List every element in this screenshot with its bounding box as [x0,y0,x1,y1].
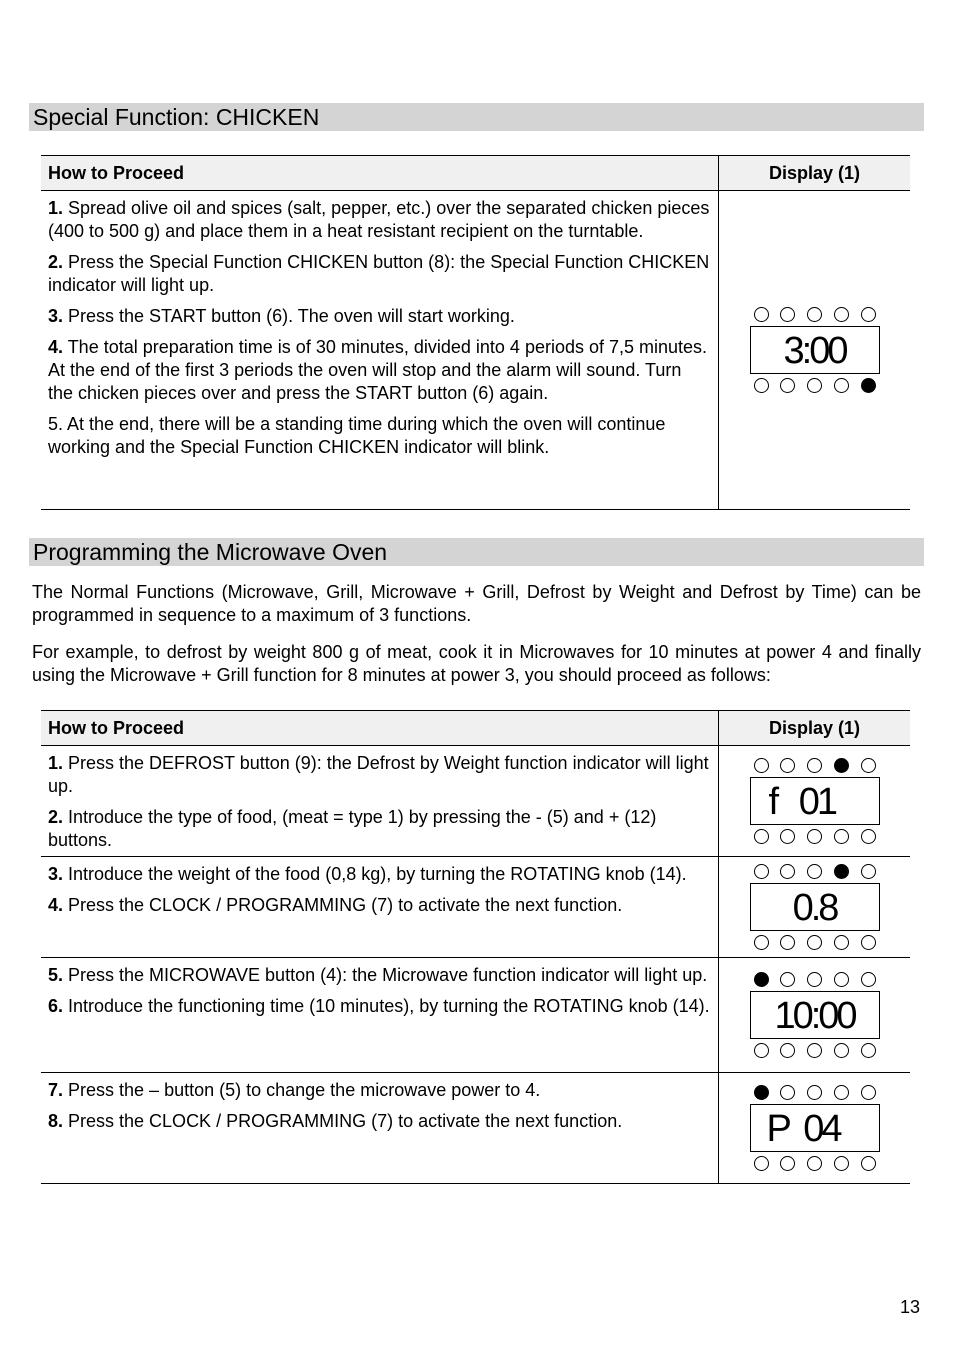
indicator-row-top [754,307,876,322]
step-number: 4. [48,895,64,915]
indicator-off-icon [780,758,795,773]
step-text: Press the MICROWAVE button (4): the Microwave function indicator will light up. [63,965,708,985]
step-number: 1. [48,198,64,218]
indicator-lit-icon [834,864,849,879]
indicator-off-icon [780,378,795,393]
step-text: The total preparation time is of 30 minutes, divided into 4 periods of 7,5 minutes. At the end of the first 3 periods the oven will stop and the alarm will sound. Turn the chicken pieces over and press the START button (6) again. [48,337,708,403]
step-text: Press the CLOCK / PROGRAMMING (7) to activate the next function. [63,895,623,915]
lcd-readout: P 04 [750,1104,880,1152]
step-item [48,995,711,1018]
step-item [48,964,711,987]
table-row [41,191,910,510]
step-item [48,1079,711,1102]
lcd-readout: 0.8 [750,883,880,931]
step-number: 4. [48,337,64,357]
indicator-off-icon [754,1043,769,1058]
step-item [48,894,711,917]
indicator-off-icon [861,935,876,950]
table-row [41,958,910,1073]
indicator-off-icon [780,1156,795,1171]
step-text: Introduce the weight of the food (0,8 kg), by turning the ROTATING knob (14). [63,864,687,884]
step-text: Press the – button (5) to change the microwave power to 4. [63,1080,541,1100]
step-number: 6. [48,996,64,1016]
indicator-off-icon [754,378,769,393]
step-text: Press the START button (6). The oven will start working. [63,306,515,326]
indicator-row-top [754,758,876,773]
indicator-off-icon [861,307,876,322]
indicator-off-icon [807,307,822,322]
column-header-display: Display (1) [719,156,911,191]
column-header-how-to-proceed: How to Proceed [41,156,719,191]
step-text: Introduce the functioning time (10 minutes), by turning the ROTATING knob (14). [63,996,710,1016]
display-cell [719,191,911,510]
lcd-readout: 10:00 [750,991,880,1039]
step-number: 3. [48,864,64,884]
indicator-off-icon [834,1085,849,1100]
indicator-off-icon [754,758,769,773]
step-item [48,305,711,328]
lcd-display [750,972,880,1058]
indicator-off-icon [834,1043,849,1058]
section-title-chicken: Special Function: CHICKEN [29,103,924,131]
step-number: 2. [48,252,64,272]
step-number: 2. [48,807,64,827]
indicator-row-bottom [754,1043,876,1058]
indicator-off-icon [754,829,769,844]
indicator-off-icon [861,864,876,879]
indicator-off-icon [780,972,795,987]
indicator-off-icon [834,1156,849,1171]
indicator-off-icon [834,829,849,844]
lcd-readout: 3:00 [750,326,880,374]
step-number: 5. [48,965,64,985]
indicator-off-icon [807,935,822,950]
step-number: 8. [48,1111,64,1131]
indicator-off-icon [780,1085,795,1100]
step-text: Press the DEFROST button (9): the Defrost by Weight function indicator will light up. [48,753,709,796]
step-text: 5. At the end, there will be a standing time during which the oven will continue working and the Special Function CHICKEN indicator will blink. [48,414,666,457]
steps-cell [41,1073,719,1184]
indicator-off-icon [807,972,822,987]
table-row [41,857,910,958]
column-header-display: Display (1) [719,711,911,746]
display-cell [719,1073,911,1184]
step-text: Press the CLOCK / PROGRAMMING (7) to activate the next function. [63,1111,623,1131]
indicator-off-icon [834,378,849,393]
step-item [48,1110,711,1133]
page-number: 13 [899,1297,920,1317]
indicator-off-icon [861,829,876,844]
step-item [48,251,711,297]
indicator-lit-icon [754,972,769,987]
indicator-off-icon [807,864,822,879]
step-number: 1. [48,753,64,773]
steps-cell [41,958,719,1073]
step-text: Press the Special Function CHICKEN button (8): the Special Function CHICKEN indicator will light up. [48,252,710,295]
indicator-off-icon [780,307,795,322]
indicator-off-icon [834,935,849,950]
intro-paragraph: The Normal Functions (Microwave, Grill, Microwave + Grill, Defrost by Weight and Defrost by Time) can be programmed in sequence to a maximum of 3 functions. [32,582,921,625]
step-item [48,806,711,852]
indicator-off-icon [754,307,769,322]
indicator-off-icon [807,1156,822,1171]
section-title-programming: Programming the Microwave Oven [29,538,924,566]
lcd-display [750,1085,880,1171]
indicator-off-icon [754,935,769,950]
indicator-off-icon [807,1043,822,1058]
indicator-row-bottom [754,829,876,844]
indicator-off-icon [780,864,795,879]
step-item [48,197,711,243]
step-item [48,863,711,886]
step-item [48,413,711,459]
table-row [41,746,910,857]
indicator-off-icon [834,972,849,987]
example-paragraph: For example, to defrost by weight 800 g of meat, cook it in Microwaves for 10 minutes at power 4 and finally using the Microwave + Grill function for 8 minutes at power 3, you should proceed as follows: [32,642,921,685]
steps-cell [41,746,719,857]
steps-cell [41,857,719,958]
steps-cell [41,191,719,510]
indicator-off-icon [754,864,769,879]
indicator-off-icon [861,1043,876,1058]
indicator-off-icon [861,758,876,773]
indicator-row-top [754,972,876,987]
table-row [41,1073,910,1184]
indicator-off-icon [780,1043,795,1058]
indicator-lit-icon [861,378,876,393]
programming-instructions-table [41,710,910,1184]
lcd-display [750,307,880,393]
chicken-instructions-table [41,155,910,510]
indicator-off-icon [780,935,795,950]
display-cell [719,857,911,958]
indicator-off-icon [861,972,876,987]
indicator-off-icon [807,1085,822,1100]
indicator-row-bottom [754,1156,876,1171]
lcd-display [750,864,880,950]
indicator-off-icon [861,1156,876,1171]
indicator-row-top [754,1085,876,1100]
column-header-how-to-proceed: How to Proceed [41,711,719,746]
indicator-off-icon [834,307,849,322]
step-item [48,336,711,405]
display-cell [719,746,911,857]
indicator-off-icon [861,1085,876,1100]
indicator-lit-icon [834,758,849,773]
indicator-off-icon [780,829,795,844]
indicator-off-icon [754,1156,769,1171]
indicator-off-icon [807,829,822,844]
lcd-readout: f 01 [750,777,880,825]
step-text: Introduce the type of food, (meat = type 1) by pressing the - (5) and + (12) buttons. [48,807,657,850]
indicator-lit-icon [754,1085,769,1100]
lcd-display [750,758,880,844]
indicator-off-icon [807,758,822,773]
step-text: Spread olive oil and spices (salt, pepper, etc.) over the separated chicken pieces (400 to 500 g) and place them in a heat resistant recipient on the turntable. [48,198,710,241]
display-cell [719,958,911,1073]
step-number: 7. [48,1080,64,1100]
indicator-row-bottom [754,935,876,950]
indicator-row-top [754,864,876,879]
step-item [48,752,711,798]
indicator-off-icon [807,378,822,393]
indicator-row-bottom [754,378,876,393]
step-number: 3. [48,306,64,326]
